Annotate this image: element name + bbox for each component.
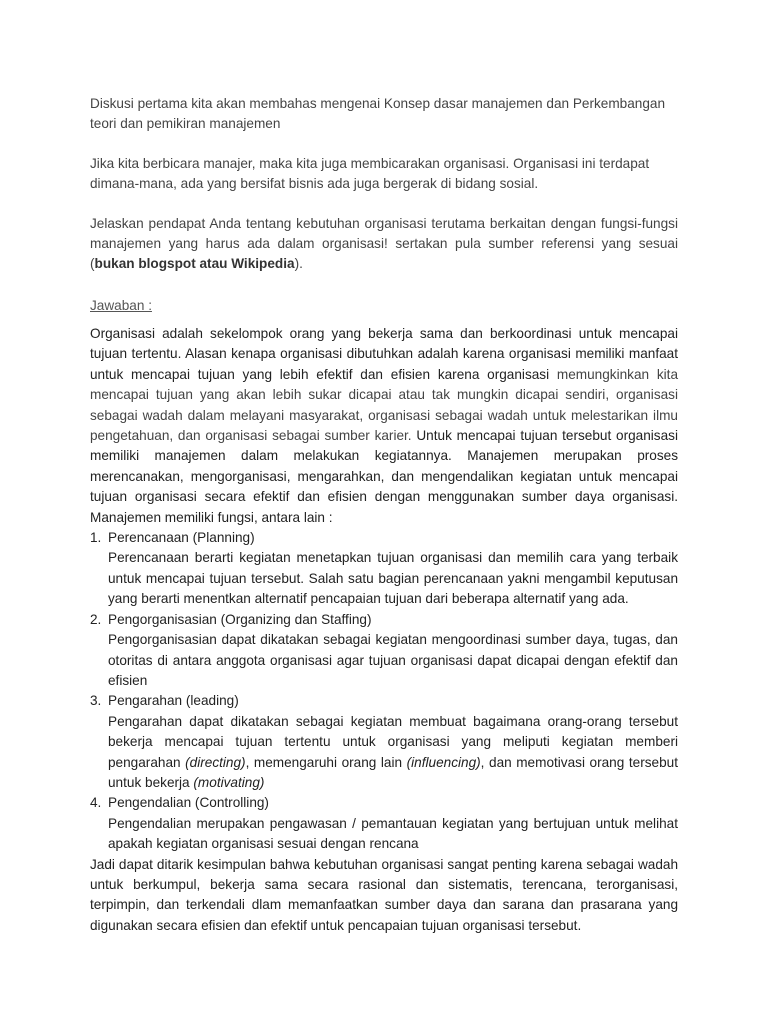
list-item-description: Pengendalian merupakan pengawasan / pemantauan kegiatan yang bertujuan untuk melihat apakah kegiatan organisasi sesuai dengan rencana [108, 815, 678, 852]
list-item-organizing [90, 610, 678, 692]
leading-text-2: , memengaruhi orang lain [245, 754, 407, 770]
leading-term-motivating: (motivating) [193, 774, 265, 790]
management-functions-list [90, 528, 678, 855]
list-item-description: Pengorganisasian dapat dikatakan sebagai kegiatan mengoordinasi sumber daya, tugas, dan otoritas di antara anggota organisasi agar tujuan organisasi dapat dicapai dengan efektif dan efisien [108, 632, 678, 688]
leading-text-1: Pengarahan dapat dikatakan sebagai kegiatan membuat bagaimana orang-orang tersebut bekerja mencapai tujuan tertentu untuk organisasi yang meliputi kegiatan memberi pengarahan [108, 713, 678, 770]
list-item-controlling [90, 793, 678, 854]
list-item-title: Pengorganisasian (Organizing dan Staffing) [108, 611, 372, 627]
list-item-planning [90, 528, 678, 610]
answer-text-a: Organisasi adalah sekelompok orang yang bekerja sama dan berkoordinasi untuk mencapai tujuan tertentu. Alasan kenapa organisasi dibutuhkan adalah karena organisasi memiliki manfaat untuk mencapai tujuan yang lebih efektif dan efisien karena organisasi [90, 326, 678, 382]
list-number: 4. [90, 795, 102, 811]
document-page [90, 94, 678, 936]
question-text-end: ). [294, 256, 303, 271]
list-number: 3. [90, 693, 102, 709]
question-reference-note: bukan blogspot atau Wikipedia [94, 256, 295, 271]
intro-paragraph-2: Jika kita berbicara manajer, maka kita juga membicarakan organisasi. Organisasi ini terdapat dimana-mana, ada yang bersifat bisnis ada juga bergerak di bidang sosial. [90, 156, 650, 191]
answer-heading: Jawaban : [90, 298, 152, 313]
list-number: 1. [90, 530, 102, 546]
leading-term-influencing: (influencing) [406, 754, 481, 770]
answer-paragraph [90, 324, 678, 528]
list-item-description [108, 712, 678, 794]
leading-term-directing: (directing) [185, 754, 246, 770]
list-item-title: Perencanaan (Planning) [108, 530, 255, 546]
list-item-leading [90, 691, 678, 793]
list-item-title: Pengarahan (leading) [108, 693, 239, 709]
list-item-title: Pengendalian (Controlling) [108, 795, 269, 811]
answer-text-b: memungkinkan kita mencapai tujuan yang akan lebih sukar dicapai atau tak mungkin dicapai sendiri, organisasi sebagai wadah dalam melayani masyarakat, organisasi sebagai wadah untuk melestarikan ilmu pengetahuan, dan organisasi sebagai sumber karier. [90, 366, 678, 444]
conclusion-paragraph: Jadi dapat ditarik kesimpulan bahwa kebutuhan organisasi sangat penting karena sebagai wadah untuk berkumpul, bekerja sama secara rasional dan sistematis, terencana, terorganisasi, terpimpin, dan terkendali dlam memanfaatkan sumber daya dan sarana dan prasarana yang digunakan secara efisien dan efektif untuk pencapaian tujuan organisasi tersebut. [90, 856, 678, 933]
question-paragraph [90, 214, 678, 274]
list-number: 2. [90, 611, 102, 627]
leading-text-3: , dan memotivasi orang tersebut untuk bekerja [108, 754, 678, 790]
list-item-description: Perencanaan berarti kegiatan menetapkan tujuan organisasi dan memilih cara yang terbaik untuk mencapai tujuan tersebut. Salah satu bagian perencanaan yakni mengambil keputusan yang berarti menentkan alternatif pencapaian tujuan dari beberapa alternatif yang ada. [108, 550, 678, 607]
answer-text-c: Untuk mencapai tujuan tersebut organisasi memiliki manajemen dalam melakukan kegiatannya. Manajemen merupakan proses merencanakan, mengorganisasi, mengarahkan, dan mengendalikan kegiatan untuk mencapai tujuan organisasi secara efektif dan efisien dengan menggunakan sumber daya organisasi. Manajemen memiliki fungsi, antara lain : [90, 428, 678, 525]
question-text-start: Jelaskan pendapat Anda tentang kebutuhan organisasi terutama berkaitan dengan fungsi-fungsi manajemen yang harus ada dalam organisasi! sertakan pula sumber referensi yang sesuai ( [90, 216, 678, 271]
intro-paragraph-1: Diskusi pertama kita akan membahas mengenai Konsep dasar manajemen dan Perkembangan teori dan pemikiran manajemen [90, 96, 666, 131]
